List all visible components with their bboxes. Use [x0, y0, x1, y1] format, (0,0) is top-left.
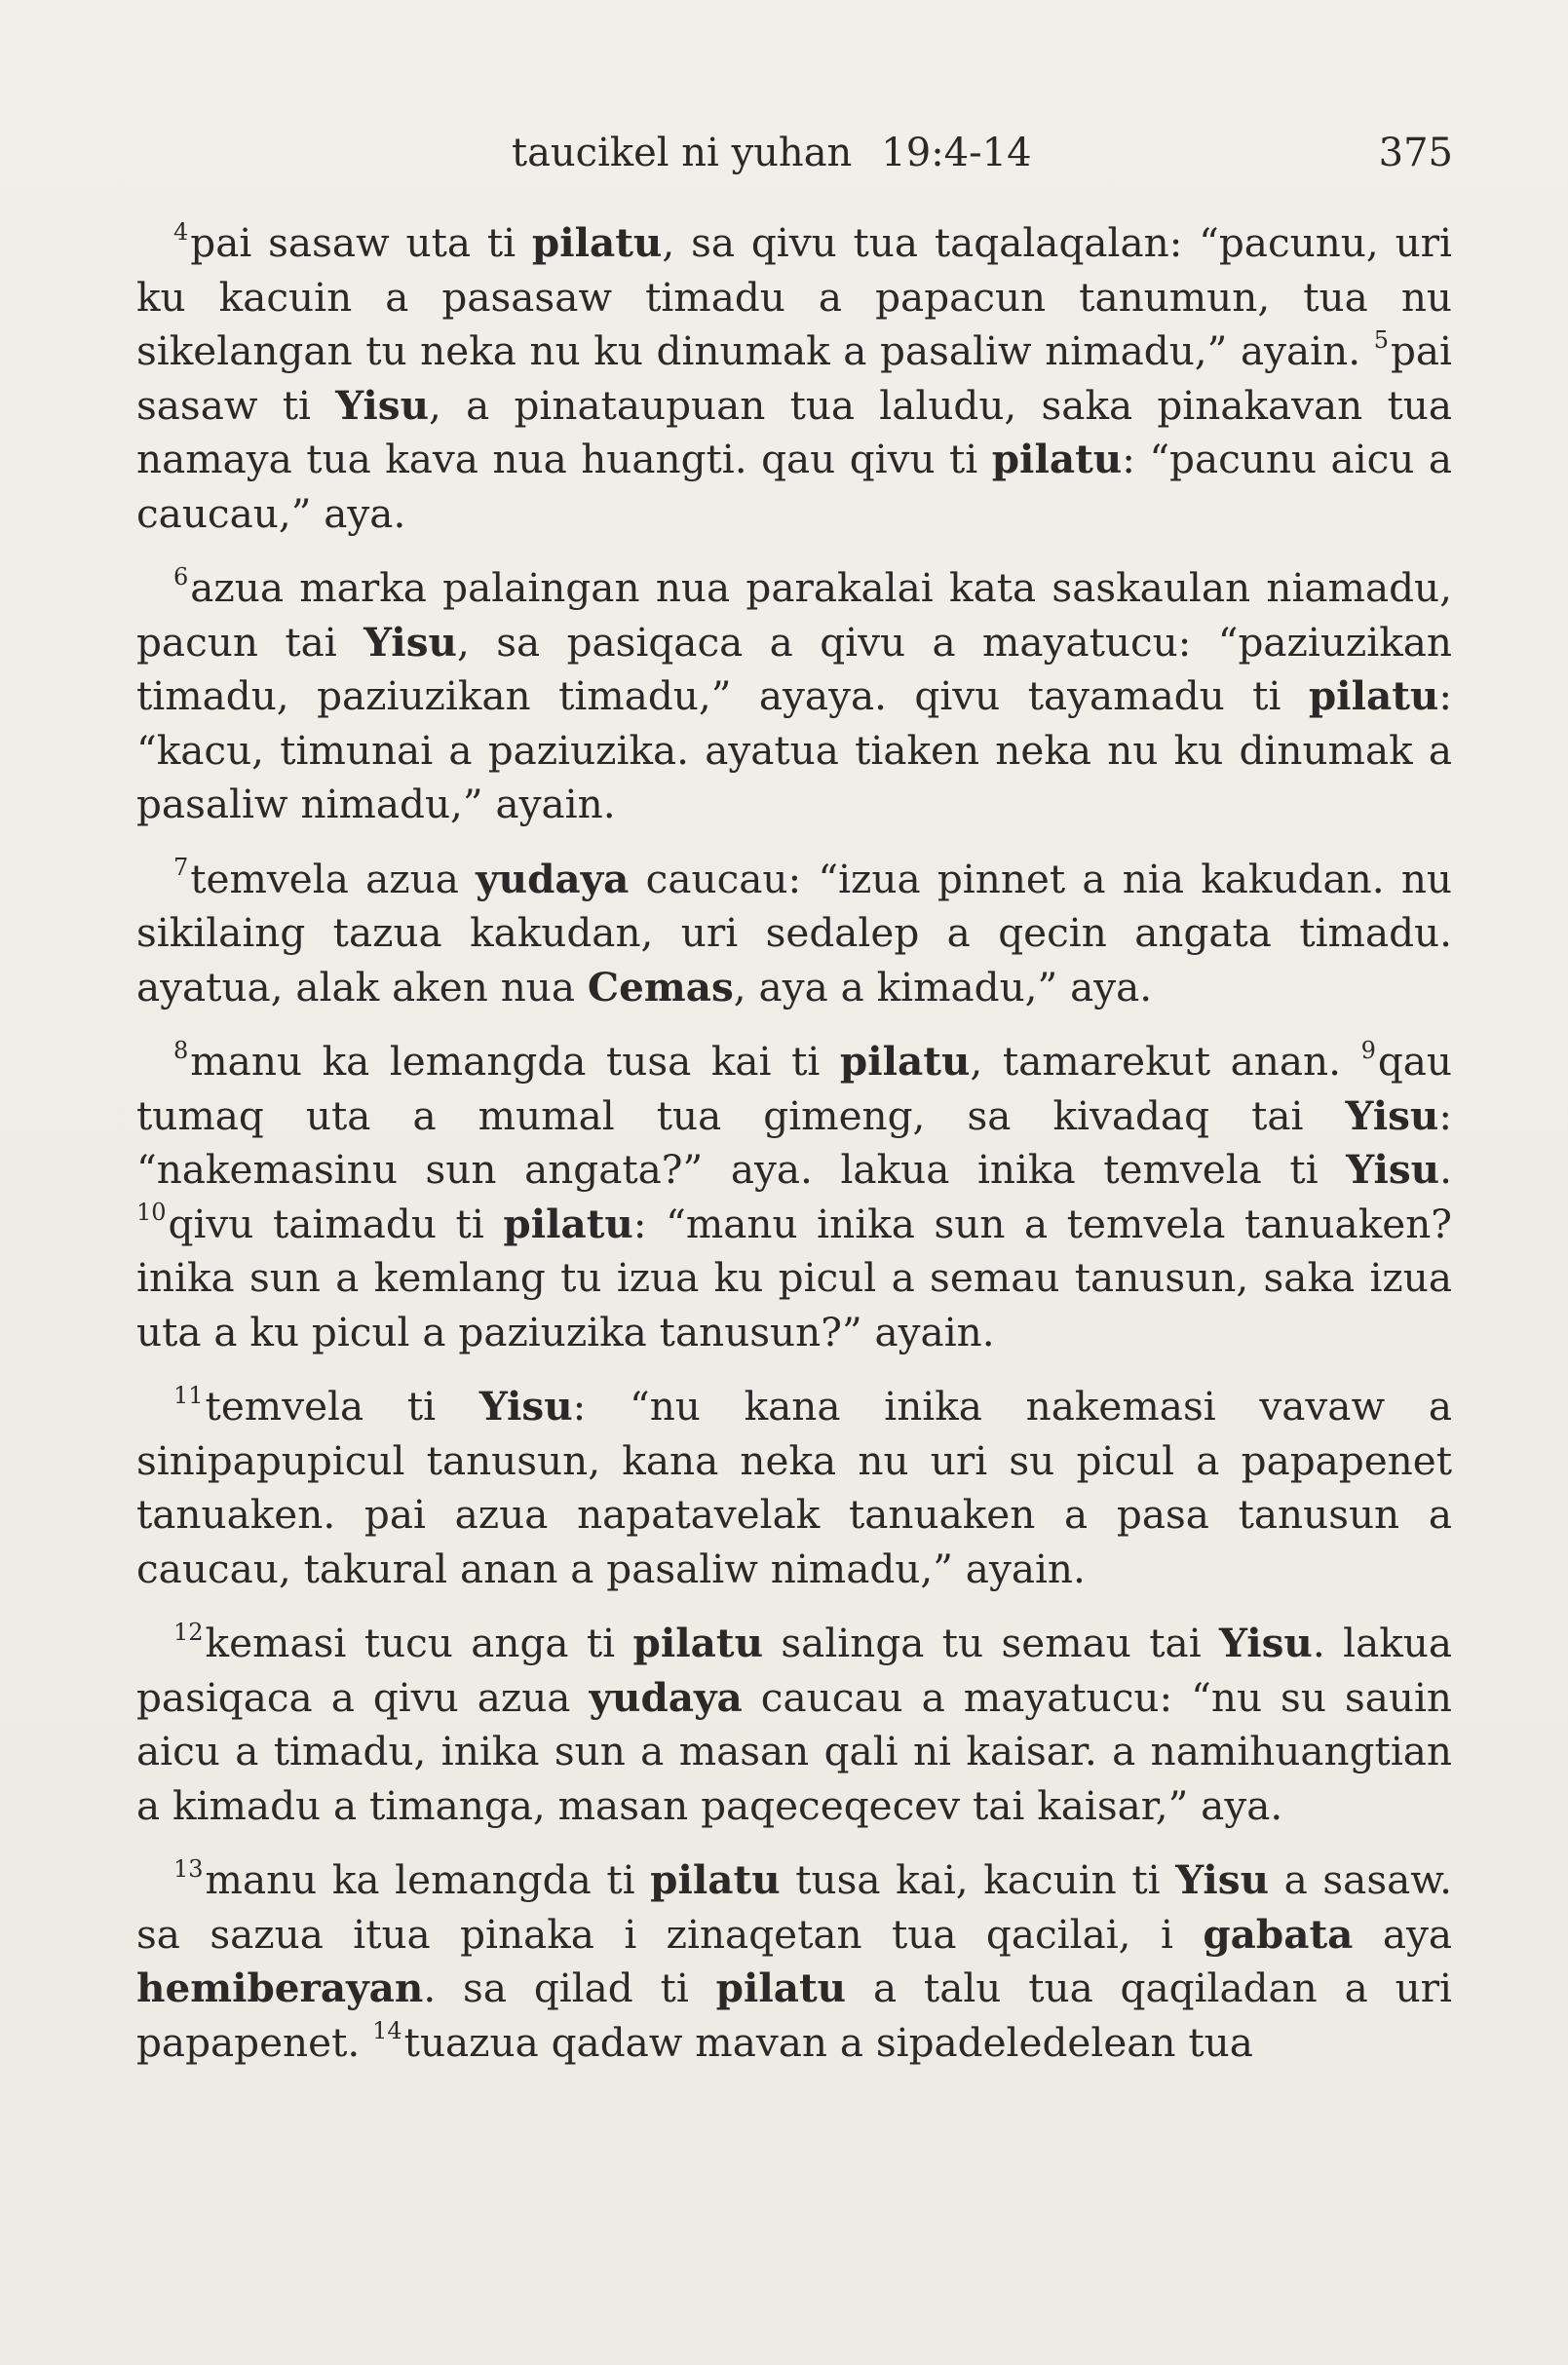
- bold-name: Yisu: [1345, 1091, 1439, 1139]
- paragraph: [136, 853, 1452, 1015]
- verse-text: .: [1439, 1146, 1452, 1193]
- verse-text: caucau: “izua pinnet a nia kakudan. nu sikilaing tazua kakudan, uri sedalep a qecin angata timadu. ayatua, alak aken nua: [136, 855, 1452, 1011]
- verse-text: a sasaw. sa sazua itua pinaka i zinaqetan tua qacilai, i: [136, 1856, 1452, 1958]
- bold-name: pilatu: [991, 436, 1123, 482]
- verse-text: . lakua pasiqaca a qivu azua: [136, 1620, 1452, 1721]
- bold-name: pilatu: [839, 1038, 971, 1085]
- bold-name: gabata: [1203, 1910, 1354, 1958]
- verse-text: tuazua qadaw mavan a sipadeledelean tua: [403, 2018, 1253, 2066]
- bold-name: Yisu: [1219, 1620, 1313, 1666]
- verse-number: 6: [173, 562, 189, 591]
- verse-text: : “pacunu aicu a caucau,” aya.: [136, 436, 1452, 537]
- verse-text: , sa qivu tua taqalaqalan: “pacunu, uri ku kacuin a pasasaw timadu a papacun tanumun, tua nu sikelangan tu neka nu ku dinumak a pasaliw nimadu,” ayain.: [136, 219, 1452, 374]
- page-number: 375: [1378, 131, 1453, 175]
- verse-text: , tamarekut anan.: [970, 1038, 1361, 1085]
- bold-name: pilatu: [650, 1856, 781, 1903]
- verse-text: tusa kai, kacuin ti: [780, 1856, 1176, 1903]
- verse-number: 4: [173, 217, 189, 246]
- bold-name: pilatu: [531, 219, 663, 266]
- bold-name: yudaya: [589, 1673, 743, 1721]
- verse-number: 8: [173, 1036, 189, 1064]
- bold-name: Yisu: [1175, 1856, 1270, 1903]
- verse-number: 12: [173, 1618, 204, 1646]
- verse-text: pai sasaw ti: [136, 327, 1452, 429]
- verse-text: caucau a mayatucu: “nu su sauin aicu a timadu, inika sun a masan qali ni kaisar. a namihuangtian a kimadu a timanga, masan paqeceqecev tai kaisar,” aya.: [136, 1673, 1452, 1829]
- bold-name: pilatu: [715, 1964, 847, 2011]
- bold-name: pilatu: [503, 1200, 633, 1247]
- verse-text: kemasi tucu anga ti: [205, 1620, 633, 1666]
- verse-text: . sa qilad ti: [423, 1964, 716, 2011]
- paragraph: [136, 561, 1452, 832]
- page-header: [136, 129, 1453, 177]
- body-text: [136, 216, 1452, 2090]
- verse-text: salinga tu semau tai: [763, 1620, 1220, 1666]
- paragraph: [136, 1380, 1452, 1596]
- verse-text: : “kacu, timunai a paziuzika. ayatua tiaken neka nu ku dinumak a pasaliw nimadu,” ayain.: [136, 672, 1452, 827]
- verse-text: manu ka lemangda ti: [205, 1856, 651, 1903]
- bold-name: pilatu: [1308, 672, 1439, 719]
- verse-text: : “manu inika sun a temvela tanuaken? inika sun a kemlang tu izua ku picul a semau tanusun, saka izua uta a ku picul a paziuzika tanusun?” ayain.: [136, 1200, 1453, 1355]
- verse-text: pai sasaw uta ti: [190, 219, 532, 266]
- bold-name: Yisu: [1346, 1146, 1440, 1193]
- verse-text: , aya a kimadu,” aya.: [733, 963, 1153, 1011]
- verse-text: manu ka lemangda tusa kai ti: [190, 1038, 840, 1085]
- bold-name: yudaya: [476, 855, 630, 902]
- verse-text: temvela ti: [205, 1383, 479, 1430]
- book-title: taucikel ni yuhan: [512, 131, 853, 175]
- paragraph: [136, 1853, 1452, 2070]
- running-title: [512, 129, 1032, 177]
- verse-number: 10: [136, 1199, 167, 1227]
- verse-text: , sa pasiqaca a qivu a mayatucu: “paziuzikan timadu, paziuzikan timadu,” ayaya. qivu tayamadu ti: [136, 618, 1452, 719]
- verse-number: 5: [1373, 325, 1389, 354]
- verse-text: aya: [1353, 1910, 1452, 1958]
- verse-text: a talu tua qaqiladan a uri papapenet.: [136, 1964, 1452, 2066]
- bold-name: Yisu: [363, 618, 457, 666]
- bold-name: Cemas: [587, 963, 734, 1011]
- verse-number: 11: [173, 1381, 204, 1409]
- chapter-verse-range: 19:4-14: [881, 131, 1032, 175]
- verse-text: qivu taimadu ti: [168, 1200, 504, 1247]
- bold-name: Yisu: [478, 1383, 573, 1430]
- paragraph: [136, 1035, 1452, 1359]
- bold-name: hemiberayan: [136, 1964, 424, 2011]
- verse-number: 14: [372, 2017, 402, 2045]
- verse-number: 7: [173, 854, 189, 882]
- paragraph: [136, 216, 1452, 541]
- verse-text: qau tumaq uta a mumal tua gimeng, sa kivadaq tai: [136, 1038, 1452, 1139]
- bold-name: Yisu: [335, 381, 430, 429]
- verse-text: temvela azua: [190, 855, 477, 902]
- verse-text: , a pinataupuan tua laludu, saka pinakavan tua namaya tua kava nua huangti. qau qivu ti: [136, 381, 1452, 482]
- verse-number: 13: [173, 1854, 204, 1883]
- verse-text: azua marka palaingan nua parakalai kata saskaulan niamadu, pacun tai: [136, 564, 1452, 666]
- verse-number: 9: [1360, 1036, 1376, 1064]
- paragraph: [136, 1617, 1452, 1833]
- bold-name: pilatu: [632, 1620, 764, 1666]
- verse-text: : “nu kana inika nakemasi vavaw a sinipapupicul tanusun, kana neka nu uri su picul a papapenet tanuaken. pai azua napatavelak tanuaken a pasa tanusun a caucau, takural anan a pasaliw nimadu,” ayain.: [136, 1383, 1452, 1592]
- verse-text: : “nakemasinu sun angata?” aya. lakua inika temvela ti: [136, 1091, 1452, 1193]
